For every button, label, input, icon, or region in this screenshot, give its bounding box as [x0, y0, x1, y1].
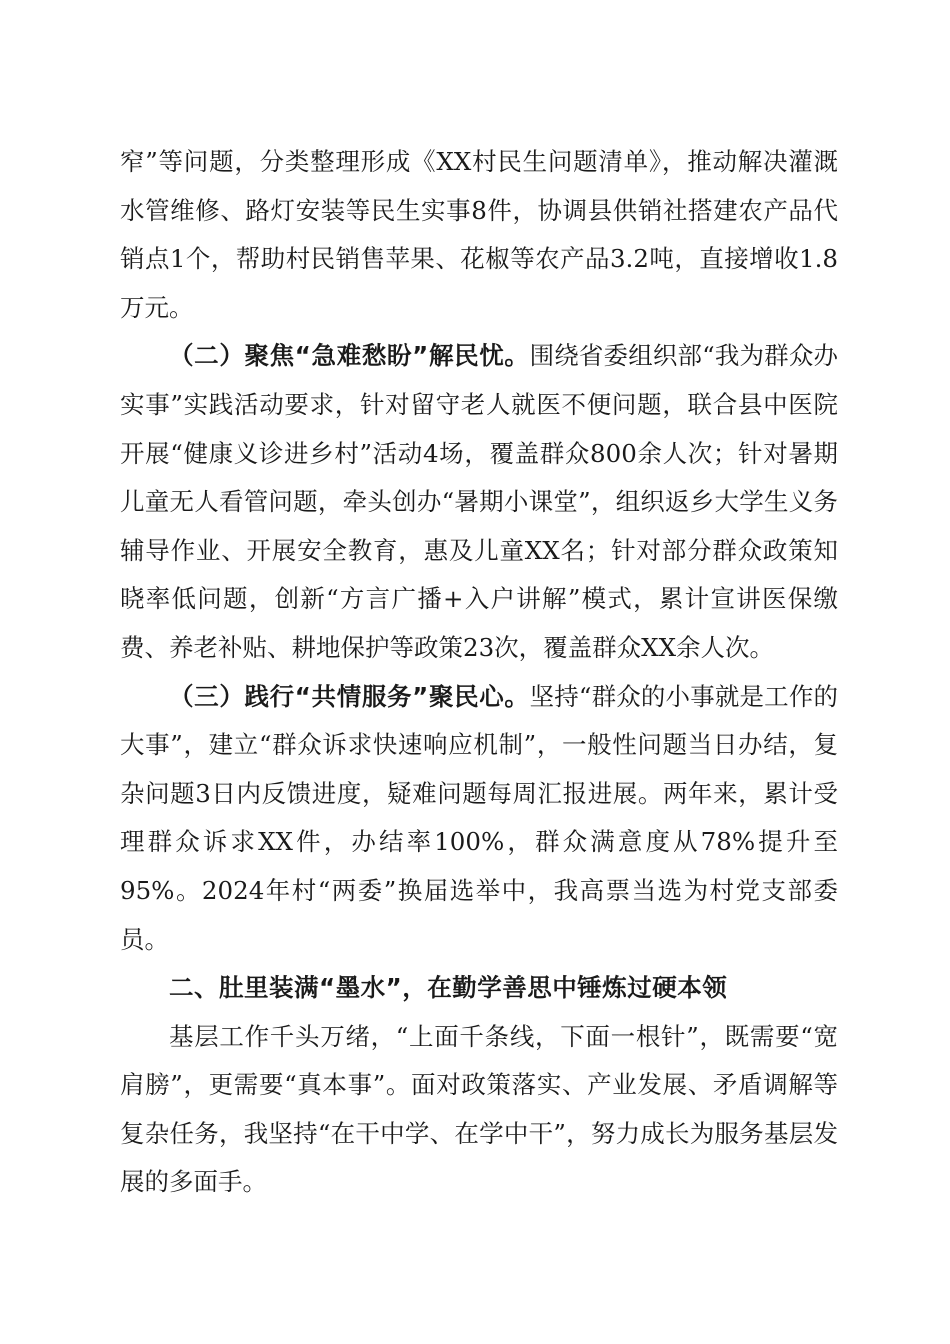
document-page	[120, 138, 838, 1207]
paragraph-chapter-2-intro: 基层工作千头万绪，“上面千条线，下面一根针”，既需要“宽肩膀”，更需要“真本事”。面对政策落实、产业发展、矛盾调解等复杂任务，我坚持“在干中学、在学中干”，努力成长为服务基层发展的多面手。	[120, 1021, 838, 1197]
paragraph-continuation: 窄”等问题，分类整理形成《XX村民生问题清单》，推动解决灌溉水管维修、路灯安装等民生实事8件，协调县供销社搭建农产品代销点1个，帮助村民销售苹果、花椒等农产品3.2吨，直接增收1.8万元。	[120, 147, 838, 322]
section-3-lead: （三）践行“共情服务”聚民心。	[169, 681, 530, 711]
paragraph-section-3	[120, 673, 838, 965]
section-3-body: 坚持“群众的小事就是工作的大事”，建立“群众诉求快速响应机制”，一般性问题当日办结，复杂问题3日内反馈进度，疑难问题每周汇报进展。两年来，累计受理群众诉求XX件，办结率100%，群众满意度从78%提升至95%。2024年村“两委”换届选举中，我高票当选为村党支部委员。	[120, 681, 838, 954]
paragraph-section-2	[120, 332, 838, 672]
section-2-body: 围绕省委组织部“我为群众办实事”实践活动要求，针对留守老人就医不便问题，联合县中医院开展“健康义诊进乡村”活动4场，覆盖群众800余人次；针对暑期儿童无人看管问题，牵头创办“暑期小课堂”，组织返乡大学生义务辅导作业、开展安全教育，惠及儿童XX名；针对部分群众政策知晓率低问题，创新“方言广播+入户讲解”模式，累计宣讲医保缴费、养老补贴、耕地保护等政策23次，覆盖群众XX余人次。	[120, 341, 838, 662]
section-2-lead: （二）聚焦“急难愁盼”解民忧。	[169, 341, 530, 371]
chapter-heading-2: 二、肚里装满“墨水”，在勤学善思中锤炼过硬本领	[169, 973, 728, 1003]
